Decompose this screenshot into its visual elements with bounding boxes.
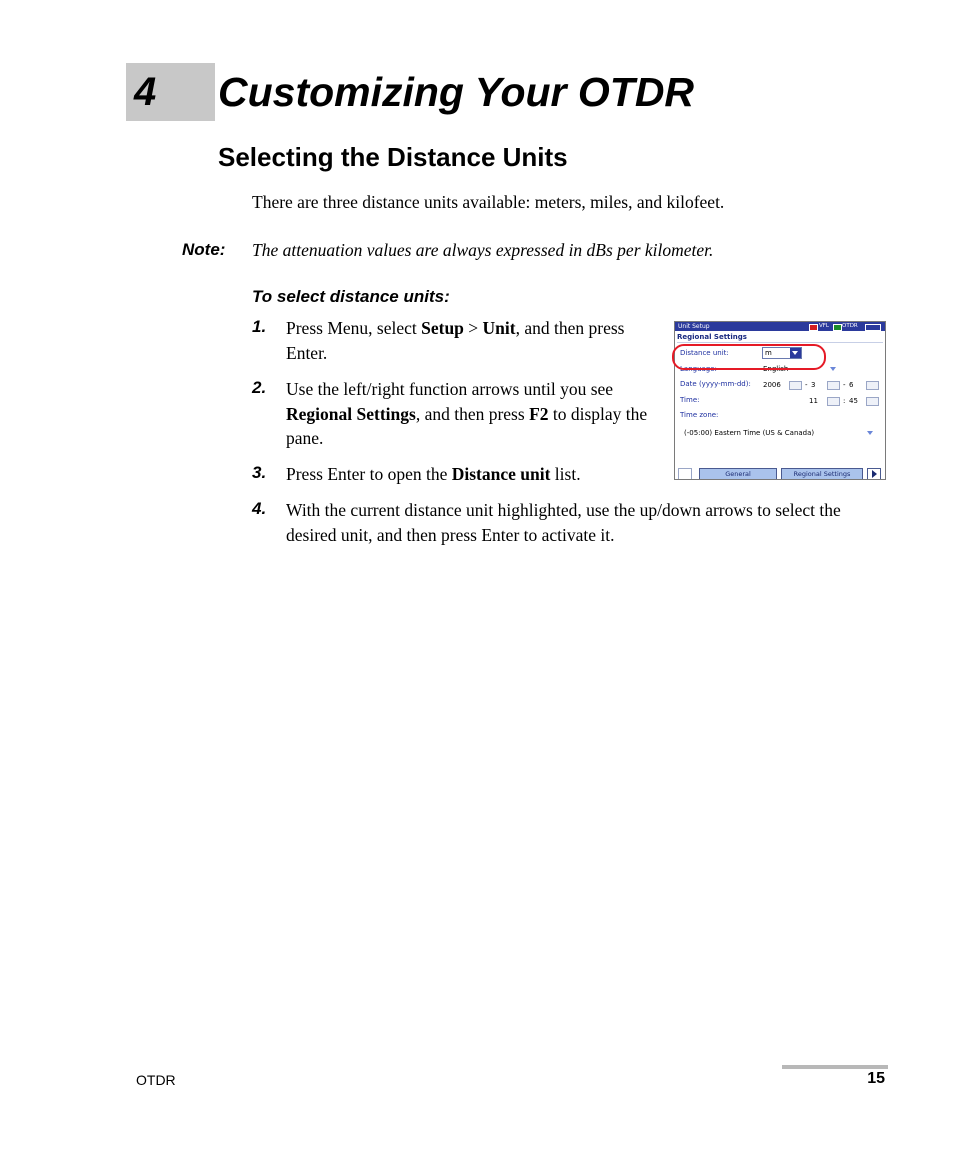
date-day: 6 <box>849 381 854 389</box>
chapter-title: Customizing Your OTDR <box>218 69 695 115</box>
step-text-part: Press Menu, select <box>286 318 422 338</box>
footer-rule <box>782 1065 888 1069</box>
procedure-title: To select distance units: <box>252 287 450 306</box>
pane-title: Regional Settings <box>677 333 747 341</box>
step-text-part: > <box>463 318 483 338</box>
language-dropdown-icon[interactable] <box>830 367 836 371</box>
next-page-button[interactable] <box>867 468 881 480</box>
tab-regional-settings[interactable]: Regional Settings <box>781 468 863 480</box>
note-label: Note: <box>182 240 226 259</box>
arrow-right-icon <box>872 470 877 478</box>
step-bold-term: Setup <box>421 318 464 338</box>
date-separator: - <box>805 381 808 389</box>
month-spinner[interactable] <box>827 381 840 390</box>
timezone-label: Time zone: <box>680 411 719 419</box>
step-text-part: Use the left/right function arrows until you see <box>286 379 614 399</box>
time-label: Time: <box>680 396 700 404</box>
footer-product: OTDR <box>136 1072 176 1088</box>
chapter-number: 4 <box>134 70 157 114</box>
vfl-status-icon <box>809 324 818 331</box>
step-bold-term: Distance unit <box>451 464 551 484</box>
step-text <box>286 316 658 365</box>
page-checkbox[interactable] <box>678 468 692 480</box>
otdr-indicator: OTDR <box>842 323 858 329</box>
section-title: Selecting the Distance Units <box>218 142 568 172</box>
step-text <box>286 462 666 487</box>
hour-spinner[interactable] <box>827 397 840 406</box>
step-text-part: , and then press <box>415 403 530 424</box>
language-value: English <box>763 365 789 373</box>
date-label: Date (yyyy-mm-dd): <box>680 380 751 388</box>
date-separator: - <box>843 381 846 389</box>
time-separator: : <box>843 397 846 405</box>
step-text-part: , and then press Enter. <box>286 318 625 363</box>
language-label: Language: <box>680 365 717 373</box>
step-number: 1. <box>252 317 267 336</box>
highlight-oval <box>672 344 826 370</box>
distance-unit-value: m <box>765 349 772 357</box>
step-number: 3. <box>252 463 267 482</box>
distance-unit-label: Distance unit: <box>680 349 729 357</box>
date-month: 3 <box>811 381 816 389</box>
step-bold-term: F2 <box>529 403 549 424</box>
step-text: With the current distance unit highlighted, use the up/down arrows to select the desired unit, and then press Enter to activate it. <box>286 500 841 545</box>
step-number: 4. <box>252 499 267 518</box>
pane-divider <box>677 342 883 343</box>
date-year: 2006 <box>763 381 781 389</box>
step-text-part: list. <box>550 464 581 484</box>
intro-paragraph: There are three distance units available: meters, miles, and kilofeet. <box>252 192 725 212</box>
step-text-part: Press Enter to open the <box>286 464 452 484</box>
step-bold-term: Unit <box>482 318 516 338</box>
step-number: 2. <box>252 378 267 397</box>
otdr-status-icon <box>833 324 842 331</box>
vfl-indicator: VFL <box>819 323 829 329</box>
note-text: The attenuation values are always expressed in dBs per kilometer. <box>252 240 714 260</box>
step-bold-term: Regional Settings <box>286 403 416 424</box>
step-text <box>286 377 662 451</box>
page-number: 15 <box>867 1070 885 1087</box>
battery-icon <box>865 324 881 331</box>
screenshot-window-title: Unit Setup <box>678 323 710 330</box>
screenshot-title-bar <box>675 322 885 331</box>
minute-spinner[interactable] <box>866 397 879 406</box>
year-spinner[interactable] <box>789 381 802 390</box>
day-spinner[interactable] <box>866 381 879 390</box>
step-text-part: to display the pane. <box>286 403 648 448</box>
timezone-value: (-05:00) Eastern Time (US & Canada) <box>684 429 815 437</box>
time-minute: 45 <box>849 397 858 405</box>
tab-general[interactable]: General <box>699 468 777 480</box>
time-hour: 11 <box>809 397 818 405</box>
timezone-dropdown-icon[interactable] <box>867 431 873 435</box>
